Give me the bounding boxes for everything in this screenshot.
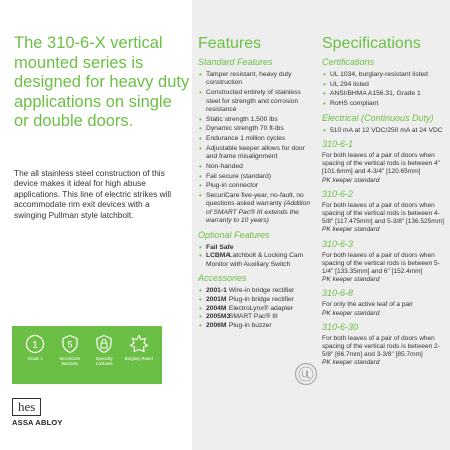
hes-logo: hes [12,398,41,416]
list-item: • Constructed entirely of stainless steel for strength and corrosion resistance [198,89,314,114]
warranty-text: SecuriCare five-year, no-fault, no questions asked warranty [206,191,304,208]
warranty-note: (Addition of SMART Pac® III extends the warranty to 10 years) [206,200,311,225]
ul-certified-icon [294,362,318,386]
electrical-title: Electrical (Continuous Duty) [322,112,434,123]
specifications-title: Specifications [322,35,421,52]
badge-label: Grade 1 [27,356,43,361]
list-item: • UL 1034, burglary-resistant listed [322,71,446,79]
page-headline: The 310-6-X vertical mounted series is designed for heavy duty applications on single or double doors. [14,34,190,130]
model-310-6-3 [322,239,446,285]
specialty-lockouts-icon [94,334,114,354]
left-column [0,0,190,450]
features-title: Features [198,35,262,52]
list-item: • 510 mA at 12 VDC/250 mA at 24 VDC [322,127,446,135]
intro-paragraph: The all stainless steel construction of this device makes it ideal for high abuse applications. This line of electric strikes will accommodate rim exit devices with a swinging Pullman style latchbolt. [14,168,172,220]
badge-label: SecuriCare Warranty [59,356,81,366]
badge-grade-1 [19,334,51,361]
securicare-warranty-icon [60,334,80,354]
list-item [198,252,314,269]
list-item: • Fail secure (standard) [198,173,314,181]
standard-features-list [198,71,314,226]
badge-label: Specialty Lockouts [95,356,113,366]
list-item: • ANSI/BHMA A156.31, Grade 1 [322,90,446,98]
accessory-code: 2004M [206,304,227,312]
burglary-rated-icon [129,334,149,354]
list-item: • Non-handed [198,163,314,171]
option-code: Fail Safe [206,243,234,251]
list-item: • RoHS compliant [322,100,446,108]
certifications-title: Certifications [322,57,375,67]
model-310-6-1 [322,139,446,185]
model-keeper: PK keeper standard [322,359,380,367]
badge-specialty-lockouts [88,334,120,366]
assa-abloy-logo: ASSA ABLOY [12,418,63,427]
list-item: • UL 294 listed [322,81,446,89]
accessory-code: 2001-1 [206,287,227,295]
svg-text:1: 1 [32,340,39,351]
model-name: 310-6-1 [322,138,354,149]
electrical-list [322,127,446,135]
list-item [198,287,314,296]
optional-features-title: Optional Features [198,229,270,240]
model-keeper: PK keeper standard [322,176,380,184]
model-name: 310-6-30 [322,321,359,332]
accessory-code: 2006M [206,321,227,329]
list-item [198,305,314,314]
accessory-code: 2005M3 [206,313,231,321]
accessories-title: Accessories [198,273,247,284]
accessories-list [198,287,314,330]
model-310-6-30 [322,322,446,368]
grade-1-icon [25,334,45,354]
company-logo [12,398,63,427]
list-item: • Dynamic strength 70 ft-lbs [198,125,314,133]
model-name: 310-6-2 [322,188,354,199]
list-item [198,244,314,253]
badge-burglary-rated [123,334,155,361]
accessory-desc: Plug-in buzzer [228,321,272,329]
svg-text:5: 5 [67,339,73,350]
list-item [198,322,314,331]
list-item: • Adjustable keeper allows for door and frame misalignment [198,145,314,162]
list-item: • Plug-in connector [198,182,314,190]
model-description: For both leaves of a pair of doors when spacing of the vertical rods is between 4" [101.6mm] and 4-3/4" [120.65mm] [322,151,440,176]
option-code: LCBMA [206,252,231,260]
model-name: 310-6-3 [322,238,354,249]
model-description: For both leaves of a pair of doors when spacing of the vertical rods is between 2-5/8" [66.7mm] and 3-3/8" [85.7mm] [322,334,440,359]
model-310-6-8 [322,288,446,317]
list-item: • Endurance 1 million cycles [198,135,314,143]
accessory-code: 2001M [206,295,227,303]
specifications-column [322,34,446,370]
model-keeper: PK keeper standard [322,226,380,234]
accessory-desc: SMART Pac® III [228,313,278,321]
model-name: 310-6-8 [322,288,354,299]
model-description: For only the active leaf of a pair [322,301,413,309]
accessory-desc: Wire-in bridge rectifier [228,287,295,295]
model-keeper: PK keeper standard [322,309,380,317]
list-item: • Tamper resistant, heavy duty construction [198,71,314,88]
certification-badges [12,326,162,384]
list-item: • Static strength 1,500 lbs [198,116,314,124]
optional-features-list [198,244,314,270]
badge-securicare [54,334,86,366]
features-column [198,34,314,330]
certifications-list [322,71,446,109]
standard-features-title: Standard Features [198,57,273,67]
list-item [198,296,314,305]
model-310-6-2 [322,189,446,235]
accessory-desc: ElectroLynx® adapter [228,304,294,312]
accessory-desc: Plug-in bridge rectifier [228,295,294,303]
list-item [198,192,314,226]
list-item [198,313,314,322]
badge-label: Burglary Rated [124,356,153,361]
model-description: For both leaves of a pair of doors when spacing of the vertical rods is between 4-5/8" [117.475mm] and 5-3/8" [136.525mm] [322,201,444,226]
option-desc: Latchbolt & Locking Cam Monitor with Auxiliary Switch [206,252,304,268]
model-description: For both leaves of a pair of doors when spacing of the vertical rods is between 5-1/4" [133.35mm] and 6" [152.4mm] [322,251,440,275]
model-keeper: PK keeper standard [322,276,380,284]
